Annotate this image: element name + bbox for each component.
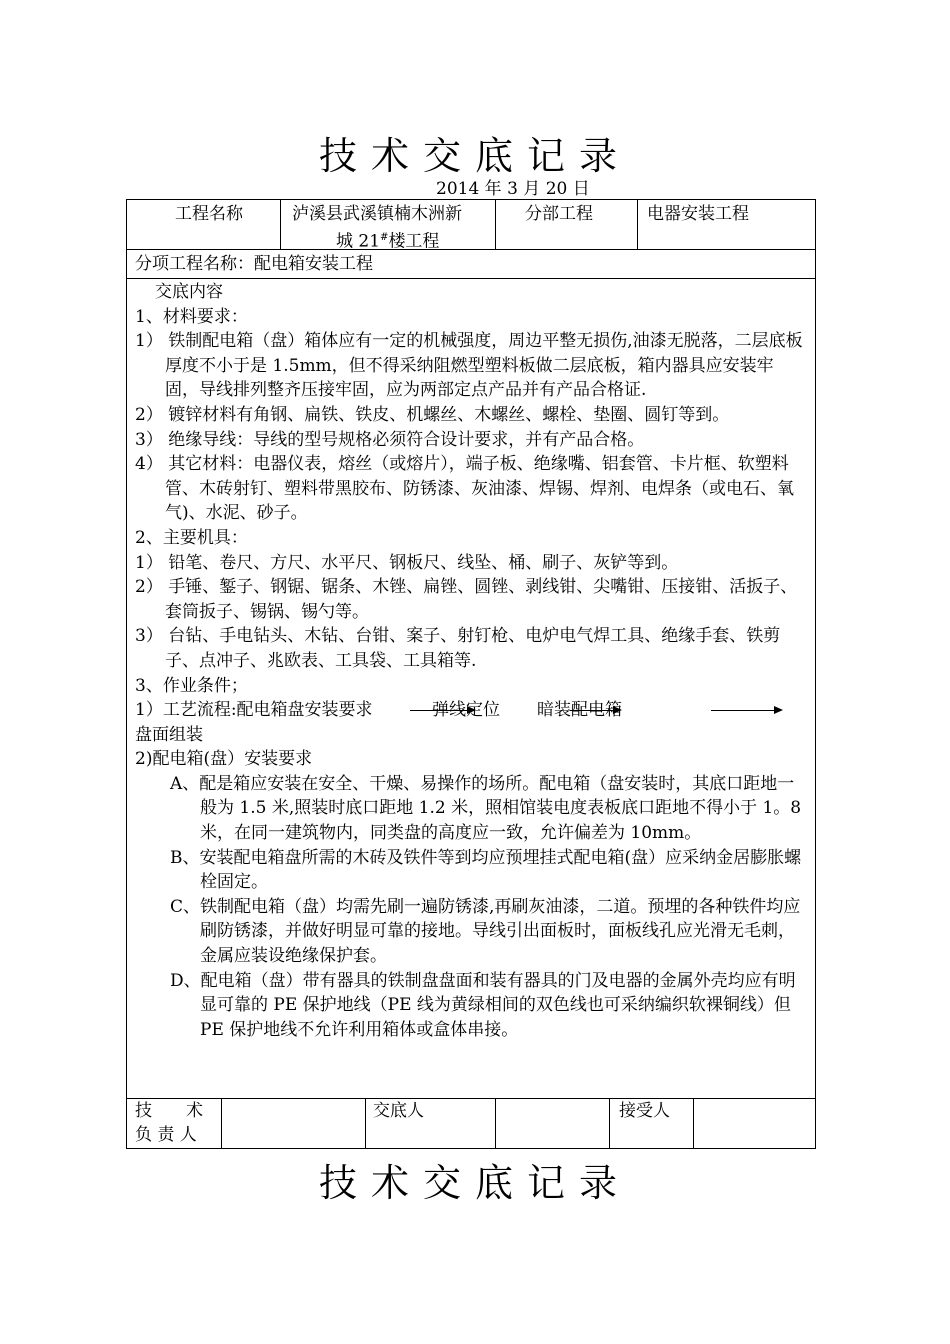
section-heading: 3、作业条件； (135, 675, 248, 696)
row-divider (127, 1098, 815, 1099)
project-name-line1: 泸溪县武溪镇楠木洲新 (292, 204, 462, 224)
tech-lead-label (135, 1099, 215, 1147)
flow-prefix: 1）工艺流程:配电箱盘安装要求 (135, 700, 373, 721)
section-heading: 2、主要机具： (135, 527, 248, 548)
list-item: A、配是箱应安装在安全、干燥、易操作的场所。配电箱（盘安装时，其底口距地一般为 1.5 米,照装时底口距地 1.2 米，照相馆装电度表板底口距地不得小于 1。8 米，在同一建筑物内，同类盘的高度应一致，允许偏差为 10mm。 (170, 773, 802, 844)
project-name-part: 楼工程 (388, 231, 440, 252)
tech-lead-label-line: 负 责 人 (135, 1125, 197, 1145)
col-divider (637, 200, 638, 249)
col-divider (280, 200, 281, 249)
col-divider (495, 200, 496, 249)
list-item: 1） 铁制配电箱（盘）箱体应有一定的机械强度，周边平整无损伤,油漆无脱落，二层底板厚度不小于是 1.5mm，但不得采纳阻燃型塑料板做二层底板，箱内器具应安装牢固，导线排列整齐压接牢固，应为两部定点产品并有产品合格证. (135, 331, 803, 401)
list-item: 2） 镀锌材料有角钢、扁铁、铁皮、机螺丝、木螺丝、螺栓、垫圈、圆钉等到。 (135, 404, 730, 425)
process-flow (135, 698, 807, 723)
document-title: 技术交底记录 (318, 134, 631, 178)
list-item: 3） 绝缘导线：导线的型号规格必须符合设计要求，并有产品合格。 (135, 429, 645, 450)
list-item: C、铁制配电箱（盘）均需先刷一遍防锈漆,再刷灰油漆，二道。预埋的各种铁件均应刷防锈漆，并做好明显可靠的接地。导线引出面板时，面板线孔应光滑无毛刺，金属应装设绝缘保护套。 (170, 896, 801, 967)
section-heading: 1、材料要求： (135, 306, 248, 327)
disclosure-content (135, 280, 807, 1042)
row-divider (127, 249, 815, 250)
project-name-value (292, 202, 462, 254)
receiver-label: 接受人 (619, 1101, 670, 1121)
list-item: 3） 台钻、手电钻头、木钻、台钳、案子、射钉枪、电炉电气焊工具、绝缘手套、铁剪子、点冲子、兆欧表、工具袋、工具箱等. (135, 626, 781, 671)
col-divider (495, 1098, 496, 1148)
flow-step: 弹线定位 (432, 700, 500, 721)
disclosure-table (126, 199, 816, 1149)
discloser-label: 交底人 (373, 1101, 424, 1121)
sub-project-label: 分部工程 (525, 204, 593, 224)
section-heading: 2)配电箱(盘）安装要求 (135, 749, 313, 770)
flow-arrow (570, 710, 620, 711)
col-divider (609, 1098, 610, 1148)
row-divider (127, 278, 815, 279)
project-name-part: 城 21 (336, 231, 381, 252)
list-item: 4） 其它材料：电器仪表，熔丝（或熔片），端子板、绝缘嘴、铝套管、卡片框、软塑料管、木砖射钉、塑料带黑胶布、防锈漆、灰油漆、焊锡、焊剂、电焊条（或电石、氧气)、水泥、砂子。 (135, 454, 794, 524)
flow-arrow (410, 710, 474, 711)
flow-arrow (711, 710, 781, 711)
list-item: B、安装配电箱盘所需的木砖及铁件等到均应预埋挂式配电箱(盘）应采纳金居膨胀螺栓固定。 (170, 847, 802, 893)
list-item: 1） 铅笔、卷尺、方尺、水平尺、钢板尺、线坠、桶、刷子、灰铲等到。 (135, 552, 679, 573)
list-item: 2） 手锤、錾子、钢锯、锯条、木锉、扁锉、圆锉、剥线钳、尖嘴钳、压接钳、活扳子、套筒扳子、锡锅、锡勺等。 (135, 577, 798, 622)
content-heading: 交底内容 (155, 282, 223, 302)
footer-title: 技术交底记录 (318, 1161, 631, 1205)
sub-project-value: 电器安装工程 (647, 204, 749, 224)
col-divider (221, 1098, 222, 1148)
list-item: D、配电箱（盘）带有器具的铁制盘盘面和装有器具的门及电器的金属外壳均应有明显可靠的 PE 保护地线（PE 线为黄绿相间的双色线也可采纳编织软裸铜线）但 PE 保护地线不允许利用箱体或盒体串接。 (170, 970, 796, 1040)
item-name: 分项工程名称：配电箱安装工程 (135, 254, 373, 274)
col-divider (365, 1098, 366, 1148)
document-date: 2014 年 3 月 20 日 (436, 179, 590, 199)
flow-step: 暗装配电箱 (537, 700, 622, 721)
tech-lead-label-line: 技 术 (135, 1101, 203, 1121)
col-divider (693, 1098, 694, 1148)
project-name-line2 (292, 226, 462, 254)
project-name-label: 工程名称 (175, 204, 243, 224)
project-name-superscript: # (380, 232, 389, 243)
flow-step: 盘面组装 (135, 724, 203, 745)
